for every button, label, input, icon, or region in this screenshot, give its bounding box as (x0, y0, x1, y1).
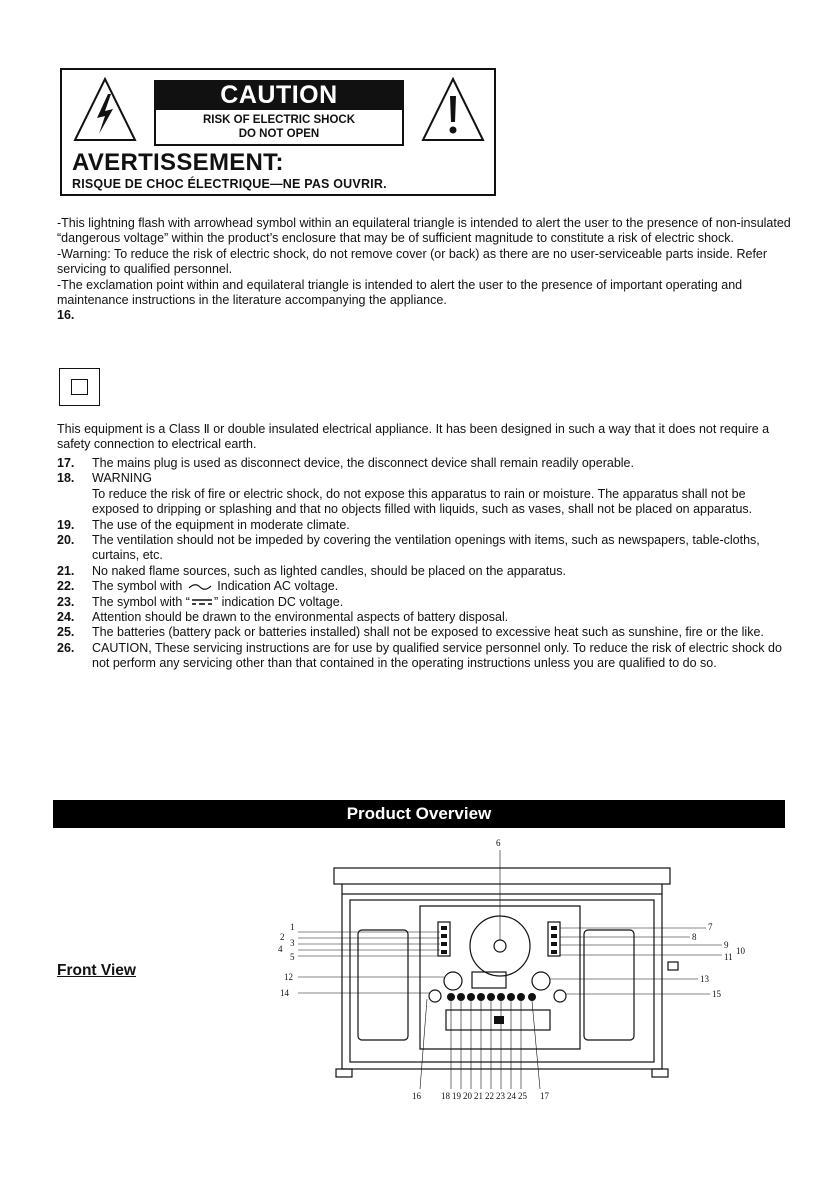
item-text: The use of the equipment in moderate climate. (92, 517, 350, 532)
french-warning-subtitle: RISQUE DE CHOC ÉLECTRIQUE—NE PAS OUVRIR. (72, 177, 387, 191)
item-num: 22. (57, 579, 75, 594)
list-item (57, 595, 792, 610)
caution-label (60, 68, 496, 196)
callout-9: 9 (724, 940, 729, 950)
caution-line-1: RISK OF ELECTRIC SHOCK (202, 114, 356, 126)
callout-12: 12 (284, 972, 293, 982)
item-num: 26. (57, 640, 75, 655)
caution-line-2: DO NOT OPEN (238, 128, 320, 140)
item-num: 25. (57, 625, 75, 640)
callout-1: 1 (290, 922, 295, 932)
list-item (57, 471, 792, 517)
callout-13: 13 (700, 974, 709, 984)
callout-20: 20 (463, 1091, 472, 1101)
ac-text-pre: The symbol with (92, 579, 183, 594)
item-num: 24. (57, 610, 75, 625)
callout-19: 19 (452, 1091, 461, 1101)
warning-explanation: -Warning: To reduce the risk of electric shock, do not remove cover (or back) as there are no user-serviceable parts inside. Refer servicing to qualified personnel. (57, 246, 768, 277)
caution-center (154, 80, 404, 146)
callout-25: 25 (518, 1091, 527, 1101)
list-item (57, 564, 792, 579)
callout-15: 15 (712, 989, 721, 999)
callout-8: 8 (692, 932, 697, 942)
item-text: The batteries (battery pack or batteries installed) shall not be exposed to excessive heat such as sunshine, fire or the like. (92, 625, 764, 640)
list-item (57, 456, 792, 471)
item-text (92, 579, 792, 594)
item-num: 19. (57, 517, 75, 532)
callout-10: 10 (736, 946, 745, 956)
callout-16: 16 (412, 1091, 421, 1101)
item-text: CAUTION, These servicing instructions are for use by qualified service personnel only. To reduce the risk of electric shock do not perform any servicing other than that contained in the operating instructions unless you are qualified to do so. (92, 640, 782, 671)
french-warning-title: AVERTISSEMENT: (72, 149, 284, 176)
intro-block (57, 216, 792, 324)
item-num: 18. (57, 471, 75, 486)
item-text (92, 471, 792, 517)
callout-22: 22 (485, 1091, 494, 1101)
list-item (57, 625, 792, 640)
ac-wave-icon (188, 582, 212, 592)
ac-text-post: Indication AC voltage. (217, 579, 339, 594)
item-num: 23. (57, 594, 75, 609)
callout-24: 24 (507, 1091, 516, 1101)
dc-text-pre: The symbol with “ (92, 594, 190, 609)
lightning-warning-icon (72, 76, 138, 144)
callout-7: 7 (708, 922, 713, 932)
lightning-explanation: -This lightning flash with arrowhead symbol within an equilateral triangle is intended to alert the user to the presence of non-insulated “dangerous voltage” within the product’s enclosure that may be of sufficient magnitude to constitute a risk of electric shock. (57, 216, 791, 246)
callout-21: 21 (474, 1091, 483, 1101)
callout-3: 3 (290, 938, 295, 948)
front-view-diagram (250, 834, 770, 1104)
callout-11: 11 (724, 952, 733, 962)
exclamation-warning-icon (420, 76, 486, 144)
caution-subtitle (154, 110, 404, 146)
list-item (57, 579, 792, 594)
caution-title: CAUTION (154, 80, 404, 110)
front-view-label: Front View (57, 962, 136, 979)
callout-5: 5 (290, 952, 295, 962)
item-num: 17. (57, 456, 75, 470)
list-item (57, 533, 792, 564)
item-num: 21. (57, 563, 75, 578)
item-text: No naked flame sources, such as lighted candles, should be placed on the apparatus. (92, 563, 566, 578)
product-overview-heading: Product Overview (53, 800, 785, 828)
dc-symbol-icon (191, 598, 213, 606)
callout-23: 23 (496, 1091, 505, 1101)
callout-14: 14 (280, 988, 289, 998)
warning-heading: WARNING (92, 471, 152, 486)
item-text: The mains plug is used as disconnect device, the disconnect device shall remain readily operable. (92, 456, 634, 470)
callout-4: 4 (278, 944, 283, 954)
warning-body: To reduce the risk of fire or electric shock, do not expose this apparatus to rain or moisture. The apparatus shall not be exposed to dripping or splashing and that no objects filled with liquids, such as vases, shall not be placed on apparatus. (92, 486, 753, 517)
callout-17: 17 (540, 1091, 549, 1101)
class2-double-insulation-icon (59, 368, 100, 406)
callout-6: 6 (496, 838, 501, 848)
item-number-16: 16. (57, 308, 75, 323)
dc-text-post: ” indication DC voltage. (213, 594, 344, 609)
item-text: Attention should be drawn to the environmental aspects of battery disposal. (92, 610, 509, 625)
safety-list (57, 456, 792, 672)
item-text (92, 595, 792, 610)
callout-18: 18 (441, 1091, 450, 1101)
callout-2: 2 (280, 932, 285, 942)
class2-text: This equipment is a Class Ⅱ or double insulated electrical appliance. It has been designed in such a way that it does not require a safety connection to electrical earth. (57, 422, 770, 452)
item-num: 20. (57, 533, 75, 548)
list-item (57, 610, 792, 625)
exclamation-explanation: -The exclamation point within and equilateral triangle is intended to alert the user to the presence of important operating and maintenance instructions in the literature accompanying the appliance. (57, 277, 743, 308)
list-item (57, 641, 792, 672)
list-item (57, 518, 792, 533)
item-text: The ventilation should not be impeded by covering the ventilation openings with items, such as newspapers, table-cloths, curtains, etc. (92, 533, 760, 563)
